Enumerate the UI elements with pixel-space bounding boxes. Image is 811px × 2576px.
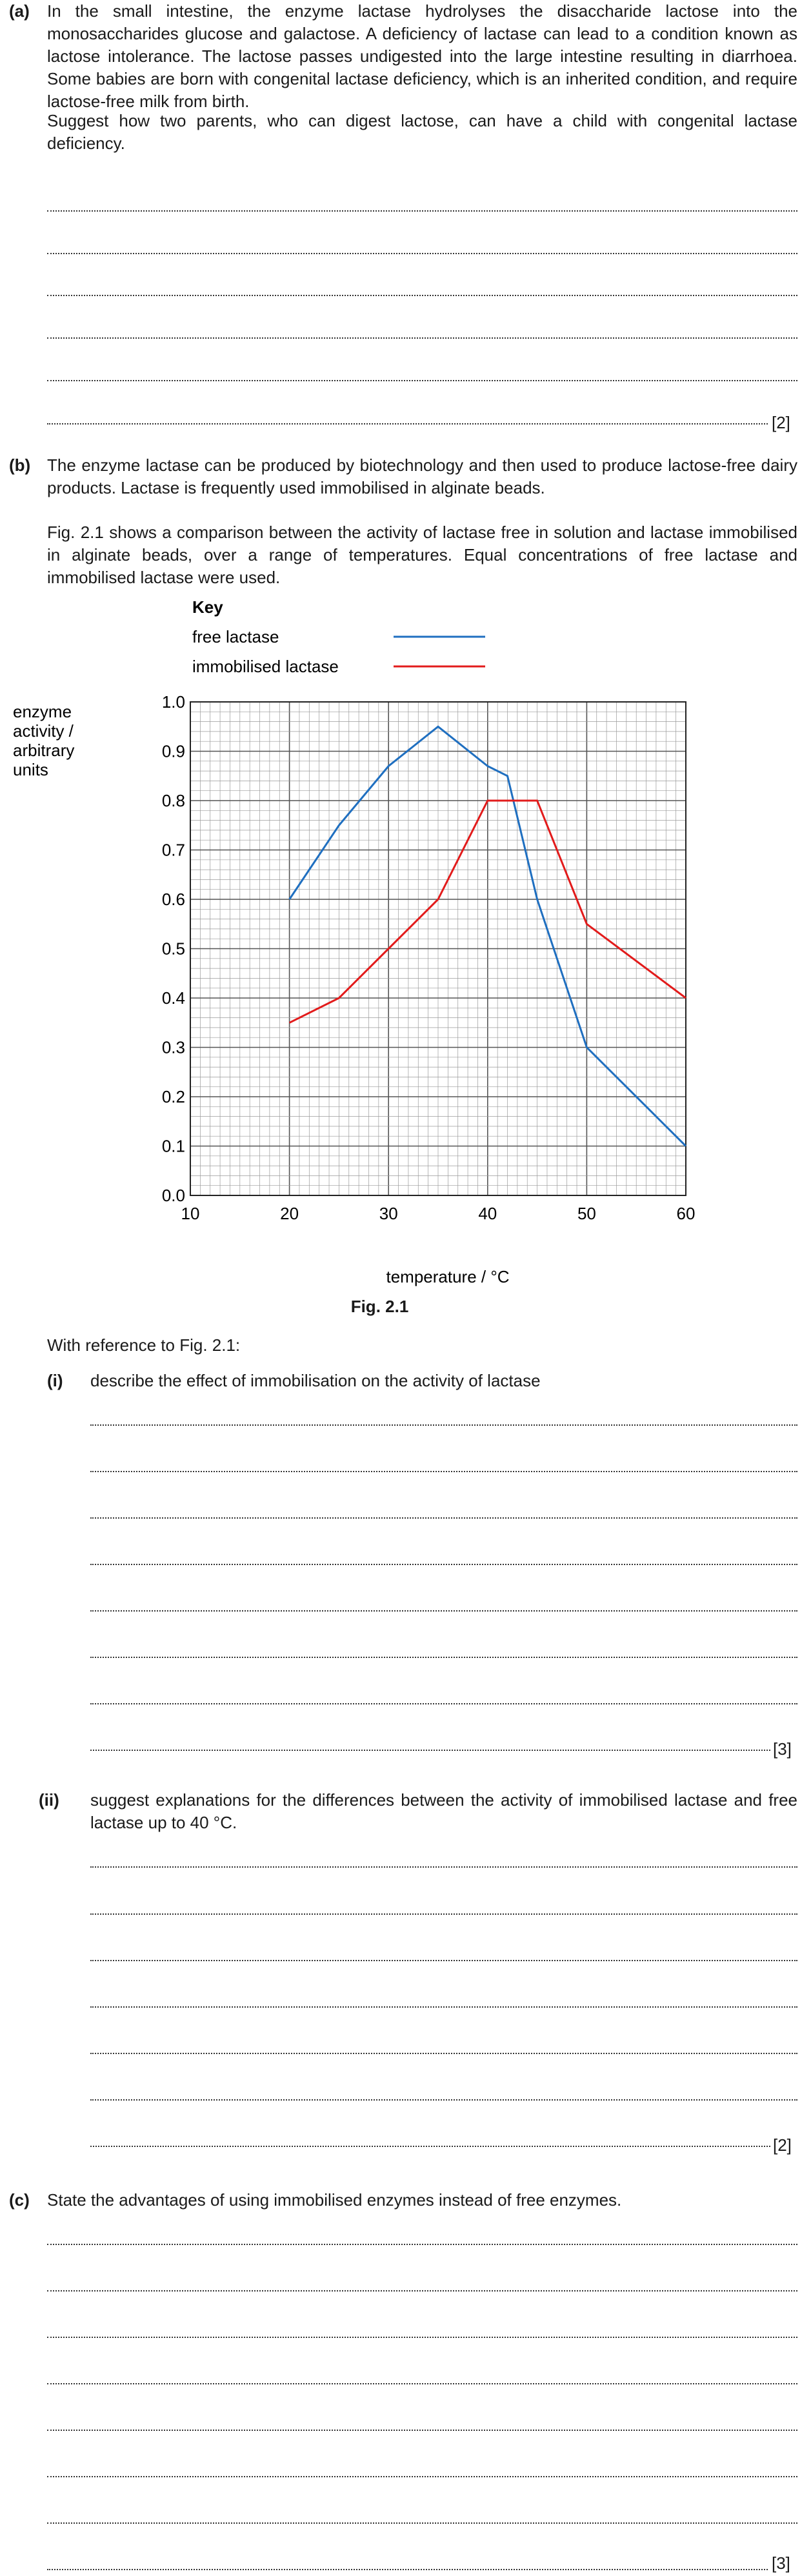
key-label-free-lactase: free lactase (192, 627, 279, 646)
answer-line[interactable] (90, 1564, 797, 1565)
answer-line[interactable] (47, 2244, 797, 2245)
y-tick-label: 0.2 (161, 1087, 185, 1106)
x-tick-label: 60 (676, 1204, 696, 1223)
part-a-question: Suggest how two parents, who can digest lactose, can have a child with congenital lactase deficiency. (47, 111, 797, 153)
y-tick-label: 0.8 (161, 791, 185, 810)
y-axis-label (13, 702, 74, 779)
x-tick-label: 20 (280, 1204, 299, 1223)
x-tick-label: 40 (478, 1204, 497, 1223)
tick-labels (162, 692, 696, 1223)
y-axis-label-line: arbitrary (13, 741, 75, 760)
x-axis-label: temperature / °C (386, 1267, 510, 1286)
sub-ii-label: (ii) (39, 1790, 59, 1810)
sub-ii-text: suggest explanations for the differences between the activity of immobilised lactase and free lactase up to 40 °C. (90, 1790, 797, 1832)
y-tick-label: 0.4 (161, 988, 185, 1008)
y-tick-label: 0.0 (161, 1186, 185, 1205)
answer-line[interactable] (47, 2522, 797, 2524)
answer-line[interactable] (47, 210, 797, 212)
answer-line[interactable] (47, 295, 797, 296)
answer-line[interactable] (90, 1703, 797, 1704)
y-tick-label: 1.0 (161, 692, 185, 712)
answer-line[interactable] (90, 1657, 797, 1658)
y-axis-label-line: units (13, 760, 48, 779)
answer-line[interactable] (90, 2006, 797, 2008)
answer-line[interactable] (47, 380, 797, 381)
answer-line[interactable] (90, 1913, 797, 1915)
answer-line[interactable] (90, 1750, 770, 1751)
answer-line[interactable] (90, 2099, 797, 2101)
y-tick-label: 0.9 (161, 741, 185, 761)
sub-i-label: (i) (47, 1371, 63, 1390)
part-c-text: State the advantages of using immobilised enzymes instead of free enzymes. (47, 2190, 622, 2210)
answer-line[interactable] (47, 2337, 797, 2338)
part-a-label: (a) (9, 1, 30, 21)
answer-line[interactable] (47, 2569, 768, 2570)
figure-caption: Fig. 2.1 (350, 1297, 409, 1316)
part-c-label: (c) (9, 2190, 30, 2210)
chart-grid (190, 702, 686, 1195)
answer-line[interactable] (47, 337, 797, 339)
marks-ii: [2] (773, 2135, 792, 2155)
answer-line[interactable] (90, 1424, 797, 1426)
part-b-label: (b) (9, 455, 31, 475)
answer-line[interactable] (47, 2290, 797, 2291)
y-tick-label: 0.7 (161, 840, 185, 860)
answer-line[interactable] (90, 1610, 797, 1612)
answer-line[interactable] (90, 1517, 797, 1519)
reference-text: With reference to Fig. 2.1: (47, 1335, 241, 1355)
y-tick-label: 0.6 (161, 890, 185, 909)
y-tick-label: 0.1 (161, 1136, 185, 1156)
key-title: Key (192, 597, 223, 617)
answer-line[interactable] (90, 2053, 797, 2054)
key-label-immobilised-lactase: immobilised lactase (192, 657, 339, 676)
y-tick-label: 0.5 (161, 939, 185, 959)
y-axis-label-line: enzyme (13, 702, 72, 721)
answer-line[interactable] (47, 2383, 797, 2384)
answer-line[interactable] (47, 423, 768, 424)
x-tick-label: 50 (577, 1204, 596, 1223)
chart-key (192, 597, 485, 676)
marks-c: [3] (772, 2553, 790, 2573)
answer-line[interactable] (90, 1866, 797, 1868)
fig-2-1-chart (0, 594, 811, 1323)
answer-line[interactable] (90, 1471, 797, 1472)
answer-line[interactable] (90, 2146, 770, 2147)
answer-line[interactable] (90, 1960, 797, 1961)
sub-i-text: describe the effect of immobilisation on the activity of lactase (90, 1371, 541, 1390)
marks-i: [3] (773, 1739, 792, 1759)
x-tick-label: 10 (181, 1204, 200, 1223)
y-axis-label-line: activity / (13, 721, 74, 741)
part-b-fig-intro: Fig. 2.1 shows a comparison between the activity of lactase free in solution and lactase immobilised in alginate beads, over a range of temperatures. Equal concentrations of free lactase and immobilised lactase were used. (47, 523, 797, 587)
part-b-text: The enzyme lactase can be produced by biotechnology and then used to produce lactose-free dairy products. Lactase is frequently used immobilised in alginate beads. (47, 455, 797, 497)
y-tick-label: 0.3 (161, 1037, 185, 1057)
marks-a: [2] (772, 413, 790, 432)
answer-line[interactable] (47, 253, 797, 254)
x-tick-label: 30 (379, 1204, 398, 1223)
answer-line[interactable] (47, 2476, 797, 2477)
answer-line[interactable] (47, 2430, 797, 2431)
part-a-text: In the small intestine, the enzyme lactase hydrolyses the disaccharide lactose into the monosaccharides glucose and galactose. A deficiency of lactase can lead to a condition known as lactose intolerance. The lactose passes undigested into the large intestine resulting in diarrhoea. Some babies are born with congenital lactase deficiency, which is an inherited condition, and require lactose-free milk from birth. (47, 1, 797, 111)
